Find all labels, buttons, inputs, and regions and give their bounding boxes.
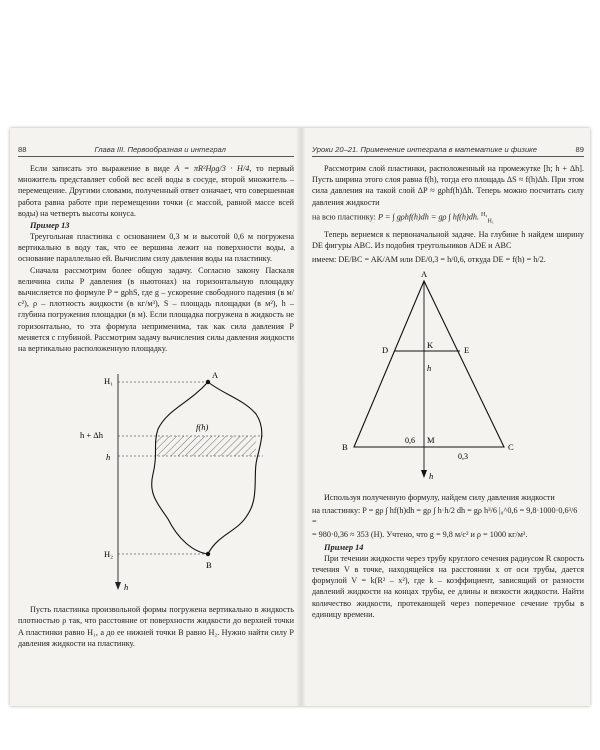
left-chapter-header: Глава III. Первообразная и интеграл — [94, 145, 226, 154]
left-page — [18, 145, 294, 705]
right-paragraph-3: Используя полученную формулу, найдем силу давления жидкости — [324, 492, 555, 502]
right-lesson-header: Уроки 20–21. Применение интеграла в математике и физике — [312, 145, 537, 154]
final-pressure-formula: на пластинку: P = gρ ∫ hf(h)dh = gρ ∫ h·h/2 dh = gρ h³/6 |₀^0,6 = 9,8·1000·0,6³/6 = — [312, 505, 578, 526]
right-running-head — [312, 145, 584, 157]
book-gutter — [296, 128, 306, 706]
left-paragraph-3: Пусть пластинка произвольной формы погружена вертикально в жидкость плотностью ρ так, что расстояние от поверхности жидкости до верхней точки A пластинки равно H₁, а до ее нижней точки B равно H₂. Нужно найти силу P давления жидкости на пластинку. — [18, 605, 294, 648]
tri-label-axis-h: h — [429, 470, 434, 481]
label-A: A — [212, 370, 219, 381]
left-running-head — [18, 145, 294, 157]
similarity-formula: имеем: DE/BC = AK/AM или DE/0,3 = h/0,6, откуда DE = f(h) = h/2. — [312, 254, 546, 264]
tri-label-K: K — [427, 339, 434, 350]
right-page-number: 89 — [575, 145, 584, 154]
total-pressure-formula: на всю пластинку: P = ∫ gρhf(h)dh = gρ ∫ hf(h)dh. $^{H_2}_{H_1}$ — [312, 211, 494, 225]
label-fh: f(h) — [196, 422, 209, 433]
plate-outline — [152, 382, 262, 554]
tri-label-D: D — [382, 344, 389, 355]
tri-label-A: A — [421, 268, 428, 279]
label-h-dh: h + Δh — [80, 430, 104, 441]
example-13-text: Треугольная пластинка с основанием 0,3 м и высотой 0,6 м погружена вертикально в воду так, что ее вершина лежит на поверхности воды, а основание параллельно ей. Вычислим силу давления воды на пластинку. — [18, 232, 294, 264]
left-paragraph-2: Сначала рассмотрим более общую задачу. Согласно закону Паскаля величина силы P давления (в ньютонах) на горизонтальную площадку вычисляется по формуле P = gρhS, где g – ускорение свободного падения (в м/с²), ρ – плотность жидкости (в кг/м³), S – площадь площадки (в м²), h – глубина погружения площадки (в м). Если площадка погружена в жидкость не горизонтально, то эта формула неприменима, так как сила давления P меняется с глубиной. Рассмотрим задачу вычисления силы давления жидкости на вертикально расположенную площадку. — [18, 265, 294, 354]
right-paragraph-1: Рассмотрим слой пластинки, расположенный на промежутке [h; h + Δh]. Пусть ширина этого слоя равна f(h), тогда его площадь ΔS ≈ f(h)Δh. При этом сила давления на такой слой ΔP ≈ gρhf(h)Δh. Теперь можно посчитать силу давления жидкости — [312, 164, 584, 207]
right-page — [312, 145, 584, 705]
right-paragraph-2: Теперь вернемся к первоначальной задаче. На глубине h найдем ширину DE фигуры ABC. Из подобия треугольников ADE и ABC — [312, 230, 584, 251]
left-page-number: 88 — [18, 145, 27, 154]
example-13-title: Пример 13 — [30, 221, 70, 231]
example-14-text: При течении жидкости через трубу круглого сечения радиусом R скорость течения V в точке, находящейся на расстоянии x от оси трубы, дается формулой V = k(R² – x²), где k – коэффициент, зависящий от разности давлений жидкости на концах трубы, ее длины и вязкости жидкости. Найти количество жидкости, протекающей через поперечное сечение трубы в единицу времени. — [312, 553, 584, 619]
label-B: B — [206, 560, 212, 571]
label-H1: H₁ — [104, 376, 114, 387]
tri-label-06: 0,6 — [405, 435, 415, 445]
example-14-title: Пример 14 — [324, 542, 364, 552]
final-pressure-result: = 980·0,36 ≈ 353 (Н). Учтено, что g = 9,8 м/с² и ρ = 1000 кг/м³. — [312, 529, 528, 539]
left-paragraph-1: Если записать это выражение в виде A = πR²Hρg/3 · H/4, то первый множитель представляет собой вес всей воды в сосуде, второй множитель – перемещение. Другими словами, полученный ответ означает, что совершенная работа равна работе при перемещении точки (с массой, равной массе всей воды) на четверть высоты конуса. — [18, 164, 295, 218]
label-H2: H₂ — [104, 549, 114, 560]
tri-label-C: C — [508, 441, 514, 452]
label-h-level: h — [106, 452, 111, 463]
cone-work-formula: A = πR²Hρg/3 · H/4 — [174, 164, 250, 173]
label-axis-h: h — [124, 582, 129, 593]
tri-label-B: B — [342, 441, 348, 452]
tri-label-03: 0,3 — [458, 451, 468, 461]
triangle-figure — [312, 267, 584, 487]
plate-figure — [18, 354, 294, 599]
tri-label-M: M — [427, 434, 435, 445]
tri-label-h: h — [427, 362, 432, 373]
tri-label-E: E — [464, 344, 470, 355]
